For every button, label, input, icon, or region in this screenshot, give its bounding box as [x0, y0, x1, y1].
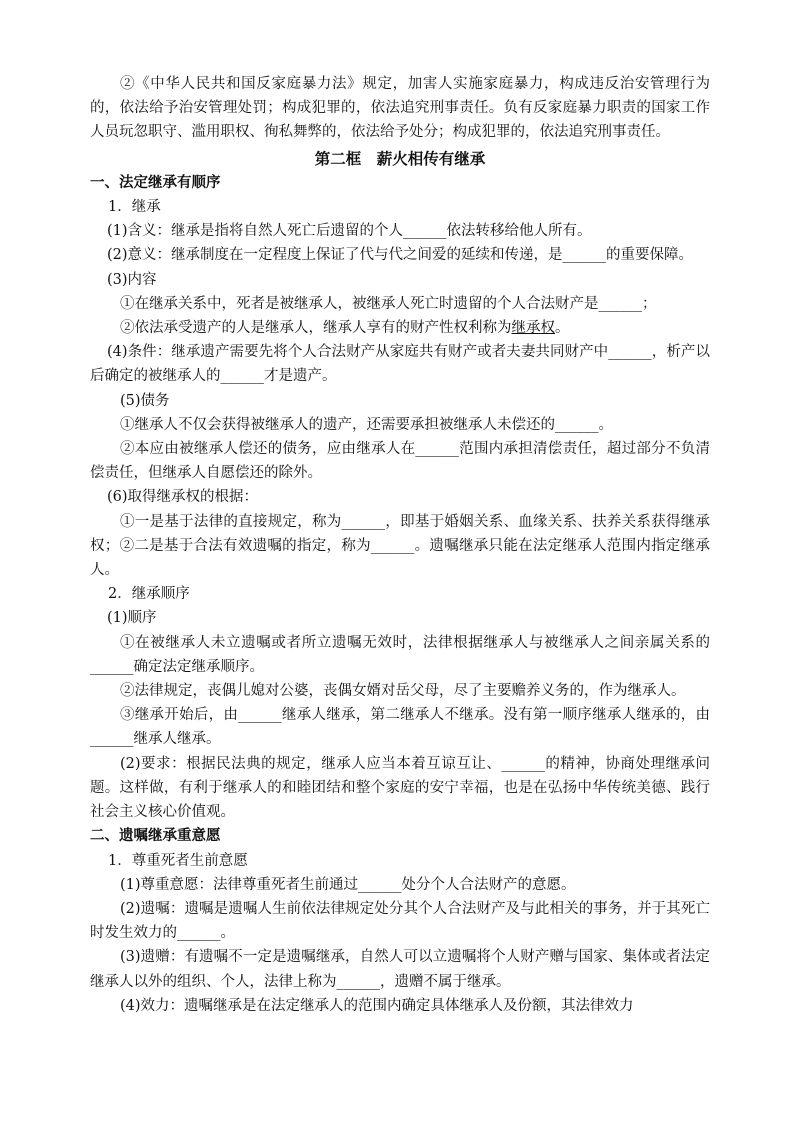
underlined-term: 继承权 [511, 320, 555, 337]
item-content-a: ①在继承关系中，死者是被继承人，被继承人死亡时遗留的个人合法财产是______； [120, 295, 657, 312]
subheading-inheritance: 1．继承 [108, 199, 161, 216]
item-effect: (4)效力：遗嘱继承是在法定继承人的范围内确定具体继承人及份额，其法律效力 [120, 997, 634, 1014]
heading-statutory-succession: 一、法定继承有顺序 [90, 174, 221, 191]
item-basis-a: ①一是基于法律的直接规定，称为______，即基于婚姻关系、血缘关系、扶养关系获得继承权；②二是基于合法有效遗嘱的指定，称为______。遗嘱继承只能在法定继承人范围内指定继承人。 [90, 513, 710, 579]
item-order-a: ①在被继承人未立遗嘱或者所立遗嘱无效时，法律根据继承人与被继承人之间亲属关系的______确定法定继承顺序。 [90, 634, 710, 675]
item-condition: (4)条件：继承遗产需要先将个人合法财产从家庭共有财产或者夫妻共同财产中______，析产以后确定的被继承人的______才是遗产。 [90, 344, 710, 385]
paragraph-domestic-violence-law: ②《中华人民共和国反家庭暴力法》规定，加害人实施家庭暴力，构成违反治安管理行为的，依法给予治安管理处罚；构成犯罪的，依法追究刑事责任。负有反家庭暴力职责的国家工作人员玩忽职守、滥用职权、徇私舞弊的，依法给予处分；构成犯罪的，依法追究刑事责任。 [90, 76, 710, 141]
item-respect: (1)尊重意愿：法律尊重死者生前通过______处分个人合法财产的意愿。 [120, 876, 576, 893]
item-debts-a: ①继承人不仅会获得被继承人的遗产，还需要承担被继承人未偿还的______。 [120, 416, 613, 433]
subheading-respect-wishes: 1．尊重死者生前意愿 [108, 852, 248, 869]
item-content: (3)内容 [107, 271, 157, 288]
document-page [90, 72, 710, 1018]
item-order: (1)顺序 [107, 610, 157, 627]
section-title: 第二框 薪火相传有继承 [314, 149, 486, 168]
heading-testamentary-succession: 二、遗嘱继承重意愿 [90, 828, 221, 845]
item-order-b: ②法律规定，丧偶儿媳对公婆，丧偶女婿对岳父母，尽了主要赡养义务的，作为继承人。 [120, 683, 686, 700]
item-order-c: ③继承开始后，由______继承人继承，第二继承人不继承。没有第一顺序继承人继承的，由______继承人继承。 [90, 707, 710, 748]
item-significance: (2)意义：继承制度在一定程度上保证了代与代之间爱的延续和传递，是______的重要保障。 [107, 247, 694, 264]
item-content-b: ②依法承受遗产的人是继承人，继承人享有的财产性权利称为继承权。 [120, 320, 570, 337]
item-will: (2)遗嘱：遗嘱是遗嘱人生前依法律规定处分其个人合法财产及与此相关的事务，并于其死亡时发生效力的______。 [90, 900, 710, 942]
item-basis: (6)取得继承权的根据： [107, 489, 259, 506]
item-debts-b: ②本应由被继承人偿还的债务，应由继承人在______范围内承担清偿责任，超过部分不负清偿责任，但继承人自愿偿还的除外。 [90, 441, 710, 482]
item-requirement: (2)要求：根据民法典的规定，继承人应当本着互谅互让、______的精神，协商处理继承问题。这样做，有利于继承人的和睦团结和整个家庭的安宁幸福，也是在弘扬中华传统美德、践行社会主义核心价值观。 [90, 755, 710, 821]
item-meaning: (1)含义：继承是指将自然人死亡后遗留的个人______依法转移给他人所有。 [107, 223, 592, 240]
item-debts: (5)债务 [120, 392, 170, 409]
subheading-order: 2．继承顺序 [108, 586, 190, 603]
item-bequest: (3)遗赠：有遗嘱不一定是遗嘱继承，自然人可以立遗嘱将个人财产赠与国家、集体或者法定继承人以外的组织、个人，法律上称为______，遗赠不属于继承。 [90, 949, 710, 990]
